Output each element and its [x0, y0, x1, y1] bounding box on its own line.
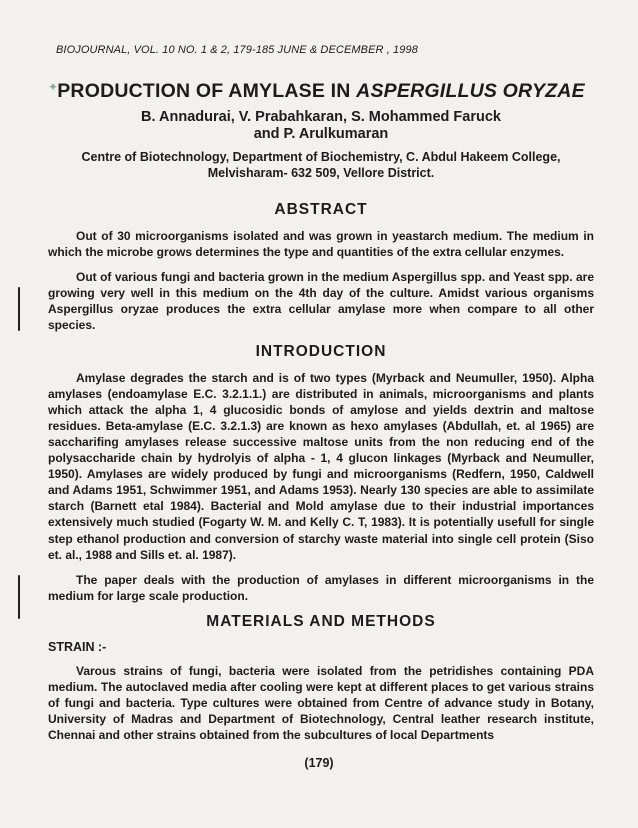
introduction-paragraph-1: Amylase degrades the starch and is of two types (Myrback and Neumuller, 1950). Alpha amylases (endoamylase E.C. 3.2.1.1.) are distributed in animals, microorganisms and plants which attack the alpha 1, 4 glucosidic bonds of amylose and yields dextrin and maltose residues. Beta-amylase (E.C. 3.2.1.3) are known as hexo amylases (Abdullah, et. al 1965) are saccharifing amylases release successive maltose units from the non reducing end of the polysaccharide chain by hydrolyis of alpha - 1, 4 glucon linkages (Myrback and Neumuller, 1950). Amylases are widely produced by fungi and microorganisms (Redfern, 1950, Caldwell and Adams 1951, Schwimmer 1951, and Adams 1953). Nearly 130 species are able to assimilate starch (Barnett etal 1984). Bacterial and Mold amylase due to their industrial importances extensively much studied (Fogarty W. M. and Kelly C. T, 1983). It is potentially usefull for single step ethanol production and conversion of starchy waste material into single cell protein (Siso et. al., 1988 and Sills et. al. 1987). — [48, 370, 594, 562]
paper-title — [48, 80, 594, 103]
margin-pen-mark — [18, 575, 20, 619]
abstract-paragraph-2: Out of various fungi and bacteria grown in the medium Aspergillus spp. and Yeast spp. are growing very well in this medium on the 4th day of the culture. Amidst various organisms Aspergillus oryzae produces the extra cellular amylase more when compare to all other species. — [48, 270, 594, 333]
introduction-paragraph-2: The paper deals with the production of amylases in different microorganisms in the medium for large scale production. — [48, 572, 594, 603]
methods-heading: MATERIALS AND METHODS — [206, 612, 436, 630]
journal-citation: BIOJOURNAL, VOL. 10 NO. 1 & 2, 179-185 JUNE & DECEMBER , 1998 — [56, 44, 418, 56]
affiliation-line-1: Centre of Biotechnology, Department of Biochemistry, C. Abdul Hakeem College, — [81, 150, 561, 164]
affiliation-line-2: Melvisharam- 632 509, Vellore District. — [207, 166, 435, 180]
abstract-paragraph-1: Out of 30 microorganisms isolated and was grown in yeastarch medium. The medium in which the microbe grows determines the type and quantities of the extra cellular enzymes. — [48, 229, 594, 260]
title-prefix: PRODUCTION OF AMYLASE IN — [57, 80, 357, 102]
page-number: (179) — [304, 756, 334, 770]
strain-paragraph: Varous strains of fungi, bacteria were isolated from the petridishes containing PDA medium. The autoclaved media after cooling were kept at different places to get various strains of fungi and bacteria. Type cultures were obtained from Centre of advance study in Botany, University of Madras and Department of Biotechnology, Central leather research institute, Chennai and other strains obtained from the subcultures of local Departments — [48, 663, 594, 743]
abstract-heading: ABSTRACT — [274, 201, 368, 218]
strain-subheading: STRAIN :- — [48, 639, 107, 654]
authors-line-1: B. Annadurai, V. Prabahkaran, S. Mohammed Faruck — [141, 109, 501, 125]
introduction-heading: INTRODUCTION — [255, 342, 387, 360]
margin-pen-mark — [18, 287, 20, 331]
title-species: ASPERGILLUS ORYZAE — [356, 80, 585, 102]
small-margin-mark: ✦ — [48, 80, 59, 94]
authors-line-2: and P. Arulkumaran — [253, 126, 389, 142]
